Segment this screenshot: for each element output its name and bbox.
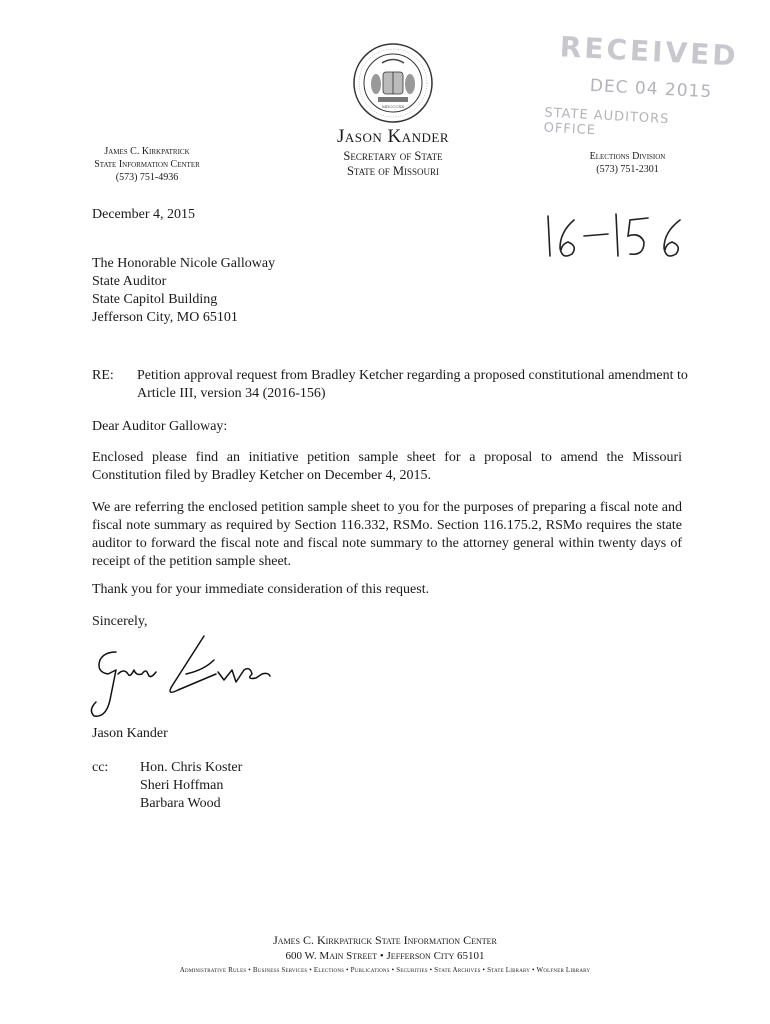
right-header-phone: (573) 751-2301 — [596, 164, 659, 175]
address-line: State Auditor — [92, 274, 167, 289]
stamp-office: STATE AUDITORS OFFICE — [543, 105, 670, 139]
cc-list — [140, 759, 242, 813]
received-stamp — [537, 25, 740, 144]
left-header-line-1: James C. Kirkpatrick — [104, 146, 190, 157]
address-line: Jefferson City, MO 65101 — [92, 310, 238, 325]
recipient-address — [92, 255, 275, 327]
cc-name: Barbara Wood — [140, 796, 221, 811]
footer-line-2: 600 W. Main Street • Jefferson City 65101 — [285, 950, 485, 962]
salutation: Dear Auditor Galloway: — [92, 419, 228, 434]
right-header-line-1: Elections Division — [589, 151, 666, 162]
secretary-title — [270, 149, 516, 179]
state-seal — [352, 42, 434, 124]
cc-label: cc: — [92, 760, 109, 775]
left-header — [62, 145, 232, 184]
address-line: The Honorable Nicole Galloway — [92, 256, 276, 271]
title-line-2: State of Missouri — [346, 164, 440, 178]
body-paragraph-1: Enclosed please find an initiative petition sample sheet for a proposal to amend the Missouri Constitution filed by Bradley Ketcher on December 4, 2015. — [92, 450, 682, 483]
letter-date: December 4, 2015 — [92, 207, 196, 222]
address-line: State Capitol Building — [92, 292, 218, 307]
secretary-name: Jason Kander — [336, 126, 450, 147]
body-paragraph-2: We are referring the enclosed petition sample sheet to you for the purposes of preparing a fiscal note and fiscal note summary as required by Section 116.332, RSMo. Section 116.175.2, RSMo requires the state auditor to forward the fiscal note and fiscal note summary to the attorney general within twenty days of receipt of the petition sample sheet. — [92, 500, 682, 569]
body-paragraph-3: Thank you for your immediate consideration of this request. — [92, 582, 430, 597]
re-label: RE: — [92, 368, 114, 383]
cc-name: Hon. Chris Koster — [140, 760, 243, 775]
signature — [86, 630, 276, 722]
left-header-phone: (573) 751-4936 — [115, 172, 179, 183]
stamp-received: RECEIVED — [559, 30, 740, 73]
title-line-1: Secretary of State — [343, 149, 443, 163]
re-subject: Petition approval request from Bradley Ketcher regarding a proposed constitutional amendment to Article III, version 34 (2016-156) — [137, 368, 688, 401]
left-header-line-2: State Information Center — [94, 159, 200, 170]
right-header — [560, 150, 695, 176]
closing: Sincerely, — [92, 614, 148, 629]
cc-name: Sheri Hoffman — [140, 778, 224, 793]
svg-text:MDCCCXX: MDCCCXX — [381, 104, 405, 109]
stamp-date: DEC 04 2015 — [589, 75, 713, 103]
footer-line-3: Administrative Rules • Business Services • Elections • Publications • Securities • State Archives • State Library • Wolfner Library — [179, 966, 591, 974]
signer-name: Jason Kander — [92, 726, 168, 741]
footer-line-1: James C. Kirkpatrick State Information Center — [273, 933, 497, 947]
handwritten-number — [536, 206, 696, 266]
